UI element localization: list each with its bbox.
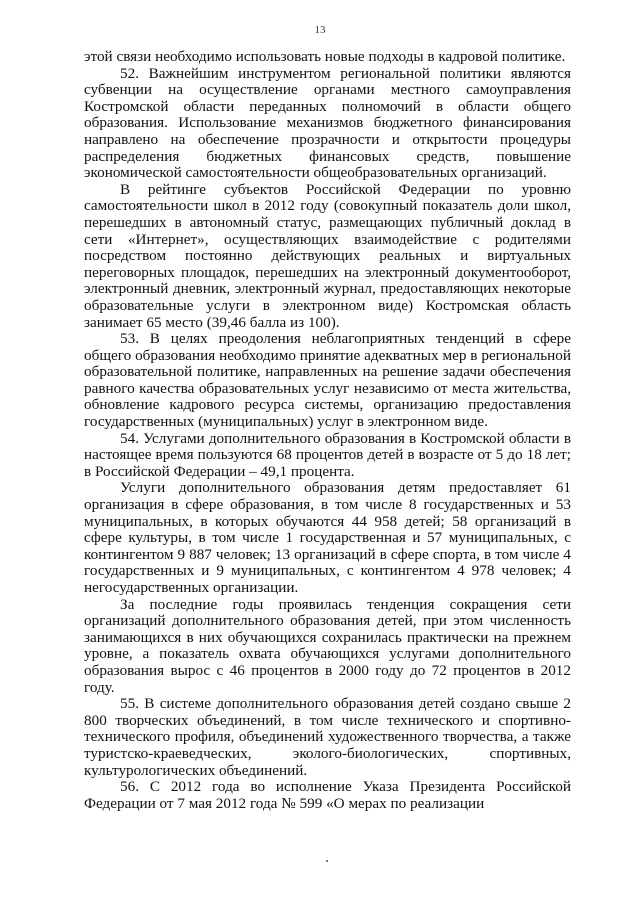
paragraph-55: 55. В системе дополнительного образования детей создано свыше 2 800 творческих объединений, в том числе технического и спортивно-технического профиля, объединений художественного творчества, а также туристско-краеведческих, эколого-биологических, спортивных, культурологических объединений. xyxy=(84,695,571,779)
paragraph-continuation: этой связи необходимо использовать новые подходы в кадровой политике. xyxy=(84,48,566,65)
document-body xyxy=(84,49,571,812)
scan-dot xyxy=(326,860,328,862)
paragraph-additional-services: Услуги дополнительного образования детям предоставляет 61 организация в сфере образования, в том числе 8 государственных и 53 муниципальных, в которых обучаются 44 958 детей; 58 организаций в сфере культуры, в том числе 1 государственная и 57 муниципальных, с контингентом 9 887 человек; 13 организаций в сфере спорта, в том числе 4 государственных и 9 муниципальных, с контингентом 4 978 человек; 4 негосударственных организации. xyxy=(84,479,571,596)
paragraph-54: 54. Услугами дополнительного образования в Костромской области в настоящее время пользуются 68 процентов детей в возрасте от 5 до 18 лет; в Российской Федерации – 49,1 процента. xyxy=(84,429,571,480)
paragraph-56: 56. С 2012 года во исполнение Указа Президента Российской Федерации от 7 мая 2012 года № 599 «О мерах по реализации xyxy=(84,778,571,812)
paragraph-52: 52. Важнейшим инструментом региональной политики являются субвенции на осуществление органами местного самоуправления Костромской области переданных полномочий в области общего образования. Использование механизмов бюджетного финансирования направлено на обеспечение прозрачности и открытости процедуры распределения бюджетных финансовых средств, повышение экономической самостоятельности общеобразовательных организаций. xyxy=(84,64,571,182)
paragraph-53: 53. В целях преодоления неблагоприятных тенденций в сфере общего образования необходимо принятие адекватных мер в региональной образовательной политике, направленных на решение задачи обеспечения равного качества образовательных услуг независимо от места жительства, обновление кадрового ресурса системы, организацию предоставления государственных (муниципальных) услуг в электронном виде. xyxy=(84,330,571,431)
page-number: 13 xyxy=(314,24,326,36)
paragraph-school-rating: В рейтинге субъектов Российской Федерации по уровню самостоятельности школ в 2012 году (совокупный показатель доли школ, перешедших в автономный статус, размещающих публичный доклад в сети «Интернет», осуществляющих взаимодействие с родителями посредством постоянно действующих реальных и виртуальных переговорных площадок, перешедших на электронный документооборот, электронный дневник, электронный журнал, предоставляющих некоторые образовательные услуги в электронном виде) Костромская область занимает 65 место (39,46 балла из 100). xyxy=(84,180,571,331)
paragraph-network-trend: За последние годы проявилась тенденция сокращения сети организаций дополнительного образования детей, при этом численность занимающихся в них обучающихся сохранилась практически на прежнем уровне, а показатель охвата обучающихся услугами дополнительного образования вырос с 46 процентов в 2000 году до 72 процентов в 2012 году. xyxy=(84,595,571,696)
